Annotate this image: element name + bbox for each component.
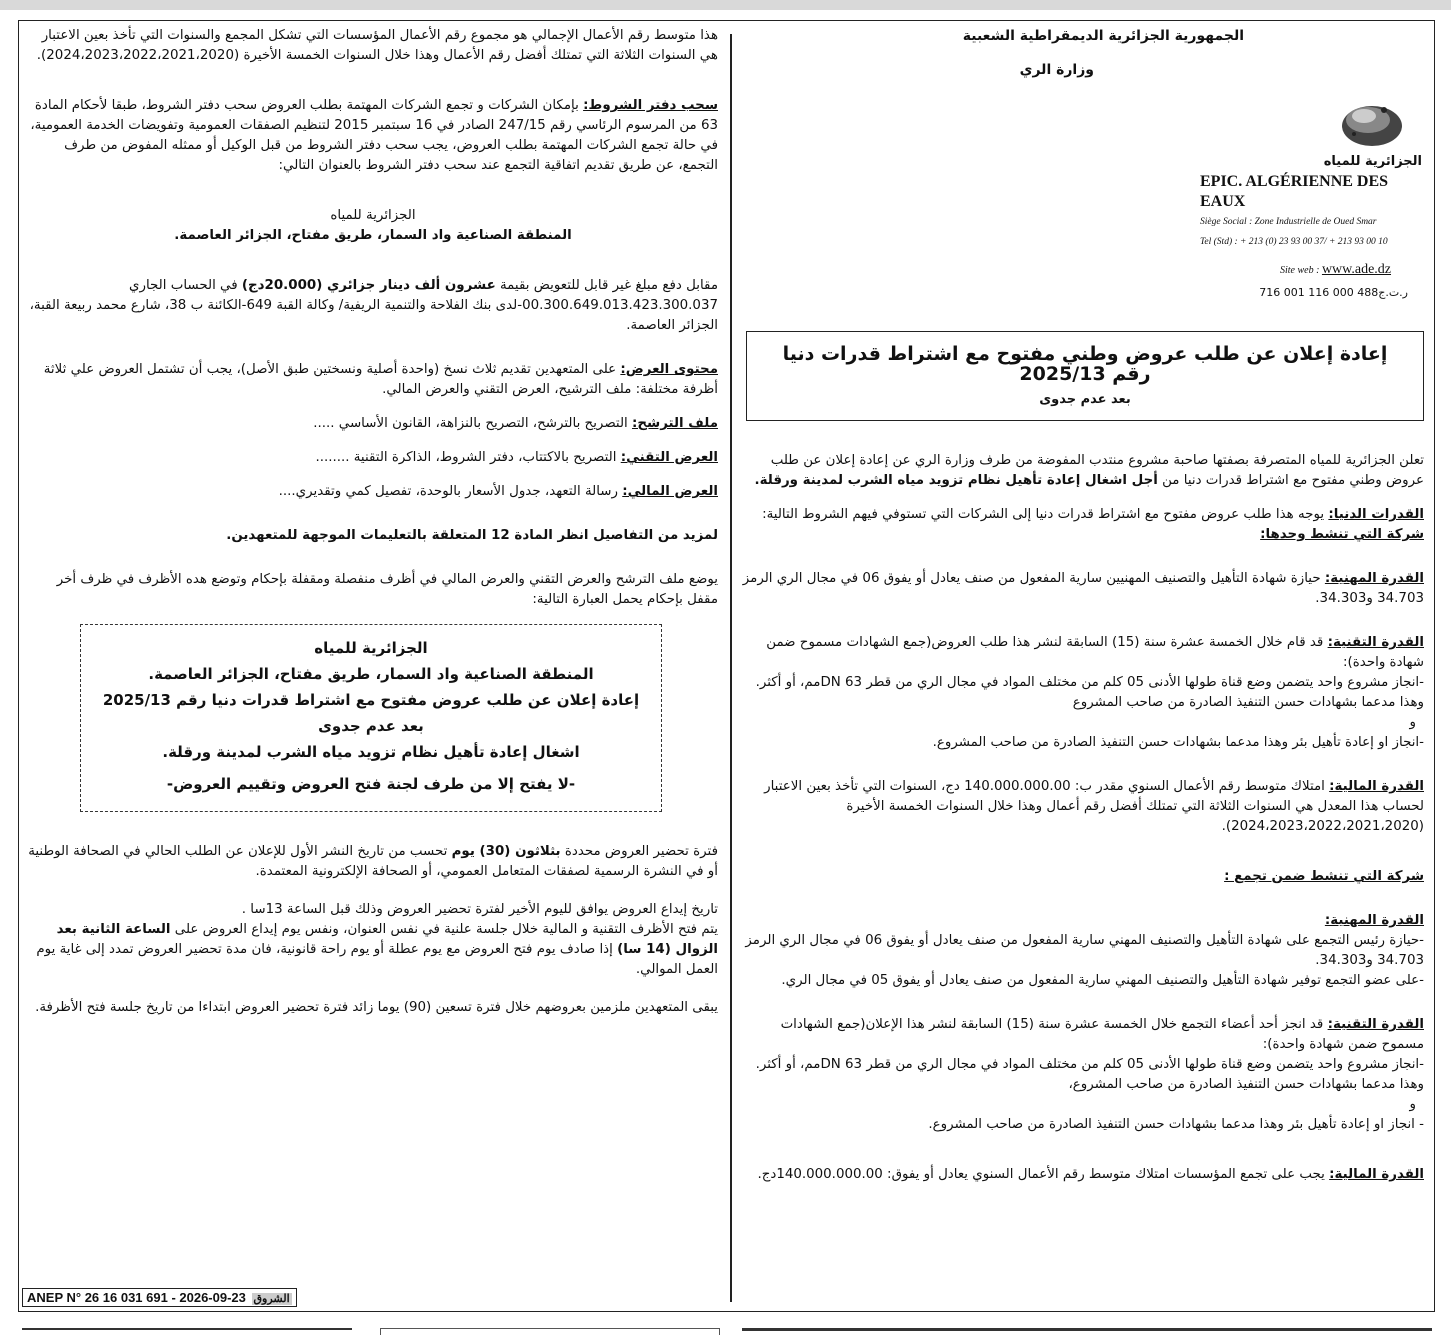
group-technical-capacity: القدرة التقنية: قد انجز أحد أعضاء التجمع خلال الخمسة عشرة سنة (15) السابقة لنشر هذا الإعلان(جمع الشهادات مسموح ضمن شهادة واحدة): — [780, 1017, 1424, 1052]
technical-capacity: القدرة التقنية: قد قام خلال الخمسة عشرة سنة (15) السابقة لنشر هذا طلب العروض(جمع الشهادات مسموح ضمن شهادة واحدة): — [766, 635, 1424, 670]
group-technical-3: - انجاز او إعادة تأهيل بئر وهذا مدعما بشهادات حسن التنفيذ الصادرة من صاحب المشروع. — [928, 1117, 1424, 1132]
group-technical-or: و — [1409, 1097, 1416, 1112]
website-line: Site web : www.ade.dz — [1280, 262, 1392, 277]
top-scan-bar — [0, 0, 1451, 10]
company-block — [740, 152, 1424, 303]
box-line-5: اشغال إعادة تأهيل نظام تزويد مياه الشرب لمدينة ورقلة. — [162, 743, 580, 761]
technical-item-3: -انجاز او إعادة تأهيل بئر وهذا مدعما بشهادات حسن التنفيذ الصادرة من صاحب المشروع. — [932, 735, 1424, 750]
box-line-3: إعادة إعلان عن طلب عروض مفتوح مع اشتراط قدرات دنيا رقم 2025/13 — [102, 691, 640, 709]
envelope-paragraph: يوضع ملف الترشح والعرض التقني والعرض المالي في أظرف منفصلة ومقفلة بإحكام وتوضع هده الأظرف في ظرف أخر مقفل بإحكام يحمل العبارة التالية: — [56, 572, 718, 607]
left-column — [28, 26, 718, 1018]
technical-or: و — [1409, 715, 1416, 730]
box-line-1: الجزائرية للمياه — [314, 639, 428, 657]
box-line-2: المنطقة الصناعية واد السمار، طريق مفتاح، الجزائر العاصمة. — [148, 665, 594, 683]
validity-period: يبقى المتعهدين ملزمين بعروضهم خلال فترة تسعين (90) يوما زائد فترة تحضير العروض ابتداءا من تاريخ جلسة فتح الأظرفة. — [35, 1000, 718, 1015]
payment-paragraph: مقابل دفع مبلغ غير قابل للتعويض بقيمة عشرون ألف دينار جزائري (20.000دج) في الحساب الجاري 00.300.649.013.423.300.037-لدى بنك الفلاحة والتنمية الريفية/ وكالة القبة 649-الكائنة ب 38، شارع محمد ربيعة القبة، الجزائر العاصمة. — [29, 278, 718, 333]
anep-reference: ANEP N° 26 16 031 691 - 2026-09-23 الشروق — [22, 1288, 297, 1307]
group-technical-2: وهذا مدعما بشهادات حسن التنفيذ الصادرة من صاحب المشروع، — [1068, 1077, 1424, 1092]
solo-company-heading: شركة التي تنشط وحدها: — [1260, 527, 1424, 542]
more-details-note: لمزيد من التفاصيل انظر المادة 12 المتعلقة بالتعليمات الموجهة للمتعهدين. — [226, 528, 718, 543]
logo-row — [740, 90, 1424, 150]
republic-heading: الجمهورية الجزائرية الديمقراطية الشعبية — [962, 28, 1244, 44]
group-professional-1: -حيازة رئيس التجمع على شهادة التأهيل والتصنيف المهني سارية المفعول من صنف يعادل أو يفوق 06 في مجال الري الرمز 34.703 و34.303. — [745, 933, 1424, 968]
preparation-period: فترة تحضير العروض محددة بثلاثون (30) يوم تحسب من تاريخ النشر الأول للإعلان عن الطلب الحالي في الصحافة الوطنية أو في النشرة الرسمية لصفقات المتعامل العمومي، أو الصحافة الإلكترونية المعتمدة. — [28, 844, 718, 879]
min-capacities-paragraph: القدرات الدنيا: يوجه هذا طلب عروض مفتوح مع اشتراط قدرات دنيا إلى الشركات التي تستوفي فيهم الشروط التالية: — [762, 507, 1424, 522]
box-line-6: -لا يفتح إلا من طرف لجنة فتح العروض وتقييم العروض- — [166, 775, 576, 793]
address-line-2: المنطقة الصناعية واد السمار، طريق مفتاح، الجزائر العاصمة. — [174, 228, 572, 243]
group-company-heading: شركة التي تنشط ضمن تجمع : — [1224, 869, 1424, 884]
company-name-fr: EPIC. ALGÉRIENNE DES EAUX — [1200, 173, 1389, 210]
group-turnover-paragraph: هذا متوسط رقم الأعمال الإجمالي هو مجموع رقم الأعمال المؤسسات التي تشكل المجمع والسنوات التي تأخذ بعين الاعتبار هي السنوات الثلاثة التي تمتلك أفضل رقم الأعمال وهذا خلال السنوات الخمسة الأخيرة (2024،2023،2022،2021،2020). — [36, 28, 718, 63]
financial-offer: العرض المالي: رسالة التعهد، جدول الأسعار بالوحدة، تفصيل كمي وتقديري.... — [278, 484, 718, 499]
column-divider — [730, 34, 732, 1302]
siege-address: Siège Social : Zone Industrielle de Oued Smar — [1200, 217, 1377, 227]
withdraw-paragraph: سحب دفتر الشروط: بإمكان الشركات و تجمع الشركات المهتمة بطلب العروض سحب دفتر الشروط، طبقا لأحكام المادة 63 من المرسوم الرئاسي رقم 247/15 الصادر في 16 سبتمبر 2015 لتنظيم الصفقات العمومية وتفويضات الخدمة العمومية، في حالة تجمع الشركات المهتمة بطلب العروض، يجب سحب دفتر الشروط من قبل الوكيل أو ممثله المفوض من طرف التجمع، عن طريق تقديم اتفاقية التجمع عند سحب دفتر الشروط بالعنوان التالي: — [30, 98, 718, 173]
deposit-date: تاريخ إيداع العروض يوافق لليوم الأخير لفترة تحضير العروض وذلك قبل الساعة 13سا . — [241, 902, 718, 917]
group-financial-capacity: القدرة المالية: يجب على تجمع المؤسسات امتلاك متوسط رقم الأعمال السنوي يعادل أو يفوق: 140.000.000.00دج. — [757, 1167, 1424, 1182]
candidacy-file: ملف الترشح: التصريح بالترشح، التصريح بالنزاهة، القانون الأساسي ..... — [313, 416, 718, 431]
professional-capacity: القدرة المهنية: حيازة شهادة التأهيل والتصنيف المهنيين سارية المفعول من صنف يعادل أو يفوق 06 في مجال الري الرمز 34.703 و34.303. — [742, 571, 1424, 606]
offer-content-paragraph: محتوى العرض: على المتعهدين تقديم ثلاث نسخ (واحدة أصلية ونسختين طبق الأصل)، يجب أن تشتمل العروض علي ثلاثة أظرفة مختلفة: ملف الترشيح، العرض التقني والعرض المالي. — [43, 362, 718, 397]
rc-number: ر.ت.ج488 000 116 001 716 — [1259, 286, 1408, 299]
box-line-4: بعد عدم جدوى — [318, 717, 424, 735]
footer-rule-middle — [380, 1328, 720, 1335]
envelope-label-box — [80, 624, 662, 812]
right-column — [740, 26, 1424, 1185]
address-line-1: الجزائرية للمياه — [330, 208, 416, 223]
technical-item-1: -انجاز مشروع واحد يتضمن وضع قناة طولها الأدنى 05 كلم من مختلف المواد في مجال الري من قطر DN 63مم، أو أكثر. — [755, 675, 1424, 690]
title-box — [746, 331, 1424, 421]
footer-rule-right — [742, 1328, 1432, 1337]
opening-session: يتم فتح الأظرف التقنية و المالية خلال جلسة علنية في نفس العنوان، ونفس يوم إيداع العروض على الساعة الثانية بعد الزوال (14 سا) إذا صادف يوم فتح العروض مع يوم عطلة أو يوم راحة قانونية، فان مدة تحضير العروض تمدد إلى غاية يوم العمل الموالي. — [36, 922, 718, 977]
ministry-heading: وزارة الري — [1019, 62, 1094, 78]
website-link[interactable]: www.ade.dz — [1321, 262, 1392, 277]
company-name-ar: الجزائرية للمياه — [1323, 154, 1422, 169]
financial-capacity: القدرة المالية: امتلاك متوسط رقم الأعمال السنوي مقدر ب: 140.000.000.00 دج، السنوات التي تأخذ بعين الاعتبار لحساب هذا المعدل هي السنوات الثلاثة التي تمتلك أفضل رقم أعمال وهذا خلال السنوات الخمسة الأخيرة (2024،2023،2022،2021،2020). — [764, 779, 1424, 834]
announcement-subtitle: بعد عدم جدوى — [1039, 392, 1131, 407]
publication-name: الشروق — [253, 1293, 290, 1305]
group-professional-2: -على عضو التجمع توفير شهادة التأهيل والتصنيف المهني سارية المفعول من صنف يعادل أو يفوق 05 في مجال الري. — [781, 973, 1424, 988]
company-logo-icon — [1334, 90, 1404, 150]
group-professional-heading: القدرة المهنية: — [1324, 913, 1424, 928]
announcement-title: إعادة إعلان عن طلب عروض وطني مفتوح مع اشتراط قدرات دنيا رقم 2025/13 — [782, 343, 1388, 385]
intro-paragraph: تعلن الجزائرية للمياه المتصرفة بصفتها صاحبة مشروع منتدب المفوضة من طرف وزارة الري عن إعادة إعلان عن طلب عروض وطني مفتوح مع اشتراط قدرات دنيا من أجل اشغال إعادة تأهيل نظام تزويد مياه الشرب لمدينة ورقلة. — [754, 453, 1424, 488]
telephone: Tel (Std) : + 213 (0) 23 93 00 37/ + 213 93 00 10 — [1200, 237, 1388, 247]
group-technical-1: -انجاز مشروع واحد يتضمن وضع قناة طولها الأدنى 05 كلم من مختلف المواد في مجال الري من قطر DN 63مم، أو أكثر. — [755, 1057, 1424, 1072]
technical-offer: العرض التقني: التصريح بالاكتتاب، دفتر الشروط، الذاكرة التقنية ........ — [315, 450, 718, 465]
technical-item-2: وهذا مدعما بشهادات حسن التنفيذ الصادرة من صاحب المشروع — [1072, 695, 1424, 710]
